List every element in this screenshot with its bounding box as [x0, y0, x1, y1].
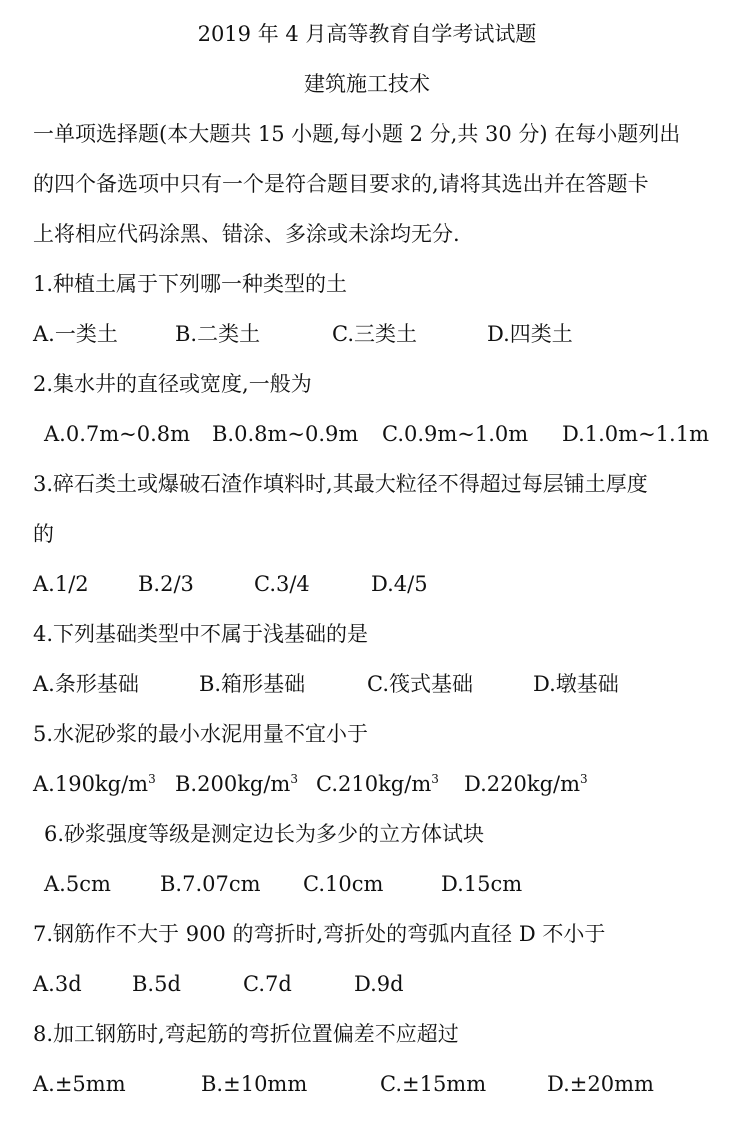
question-7-option-a: A.3d — [33, 972, 82, 996]
question-3-option-c: C.3/4 — [254, 572, 310, 596]
question-5-option-a-superscript: 3 — [148, 772, 156, 786]
question-1-stem: 1.种植土属于下列哪一种类型的土 — [33, 272, 348, 296]
question-5-option-d-superscript: 3 — [580, 772, 588, 786]
question-5-option-c — [316, 770, 439, 798]
question-6-option-c: C.10cm — [303, 872, 384, 896]
question-6-stem: 6.砂浆强度等级是测定边长为多少的立方体试块 — [44, 822, 485, 846]
question-4-stem: 4.下列基础类型中不属于浅基础的是 — [33, 622, 369, 646]
question-4-option-c: C.筏式基础 — [367, 672, 473, 696]
question-4-option-a: A.条形基础 — [33, 672, 139, 696]
question-2-option-c: C.0.9m~1.0m — [382, 422, 529, 446]
question-6-option-b: B.7.07cm — [160, 872, 261, 896]
question-5-stem: 5.水泥砂浆的最小水泥用量不宜小于 — [33, 722, 369, 746]
question-5-option-d — [464, 770, 588, 798]
exam-title: 2019 年 4 月高等教育自学考试试题 — [197, 22, 537, 46]
question-8-option-d: D.±20mm — [547, 1072, 654, 1096]
question-5-option-b — [175, 770, 298, 798]
question-2-stem: 2.集水井的直径或宽度,一般为 — [33, 372, 312, 396]
question-8-option-c: C.±15mm — [380, 1072, 487, 1096]
question-3-option-a: A.1/2 — [33, 572, 89, 596]
question-7-option-d: D.9d — [354, 972, 404, 996]
question-2-option-d: D.1.0m~1.1m — [562, 422, 709, 446]
instructions-line-3: 上将相应代码涂黑、错涂、多涂或未涂均无分. — [33, 222, 460, 246]
question-7-option-b: B.5d — [132, 972, 181, 996]
question-7-option-c: C.7d — [243, 972, 292, 996]
question-1-option-a: A.一类土 — [33, 322, 118, 346]
question-3-option-b: B.2/3 — [138, 572, 194, 596]
question-6-option-a: A.5cm — [44, 872, 111, 896]
question-1-option-b: B.二类土 — [175, 322, 261, 346]
question-5-option-a-text: A.190kg/m — [33, 772, 149, 796]
question-4-option-d: D.墩基础 — [533, 672, 619, 696]
question-5-option-c-superscript: 3 — [431, 772, 439, 786]
instructions-line-1: 一单项选择题(本大题共 15 小题,每小题 2 分,共 30 分) 在每小题列出 — [33, 122, 681, 146]
question-2-option-b: B.0.8m~0.9m — [212, 422, 359, 446]
question-7-stem: 7.钢筋作不大于 900 的弯折时,弯折处的弯弧内直径 D 不小于 — [33, 922, 606, 946]
question-4-option-b: B.箱形基础 — [199, 672, 306, 696]
question-5-option-b-superscript: 3 — [290, 772, 298, 786]
question-3-option-d: D.4/5 — [371, 572, 428, 596]
question-5-option-b-text: B.200kg/m — [175, 772, 291, 796]
question-3-stem-line-1: 3.碎石类土或爆破石渣作填料时,其最大粒径不得超过每层铺土厚度 — [33, 472, 648, 496]
question-5-option-d-text: D.220kg/m — [464, 772, 581, 796]
question-2-option-a: A.0.7m~0.8m — [44, 422, 191, 446]
subject-title: 建筑施工技术 — [304, 72, 430, 96]
question-8-option-b: B.±10mm — [201, 1072, 308, 1096]
question-5-option-c-text: C.210kg/m — [316, 772, 432, 796]
question-8-stem: 8.加工钢筋时,弯起筋的弯折位置偏差不应超过 — [33, 1022, 459, 1046]
question-1-option-d: D.四类土 — [487, 322, 573, 346]
question-5-option-a — [33, 770, 156, 798]
question-8-option-a: A.±5mm — [33, 1072, 126, 1096]
instructions-line-2: 的四个备选项中只有一个是符合题目要求的,请将其选出并在答题卡 — [33, 172, 649, 196]
question-3-stem-line-2: 的 — [33, 522, 54, 546]
question-6-option-d: D.15cm — [441, 872, 523, 896]
question-1-option-c: C.三类土 — [332, 322, 417, 346]
